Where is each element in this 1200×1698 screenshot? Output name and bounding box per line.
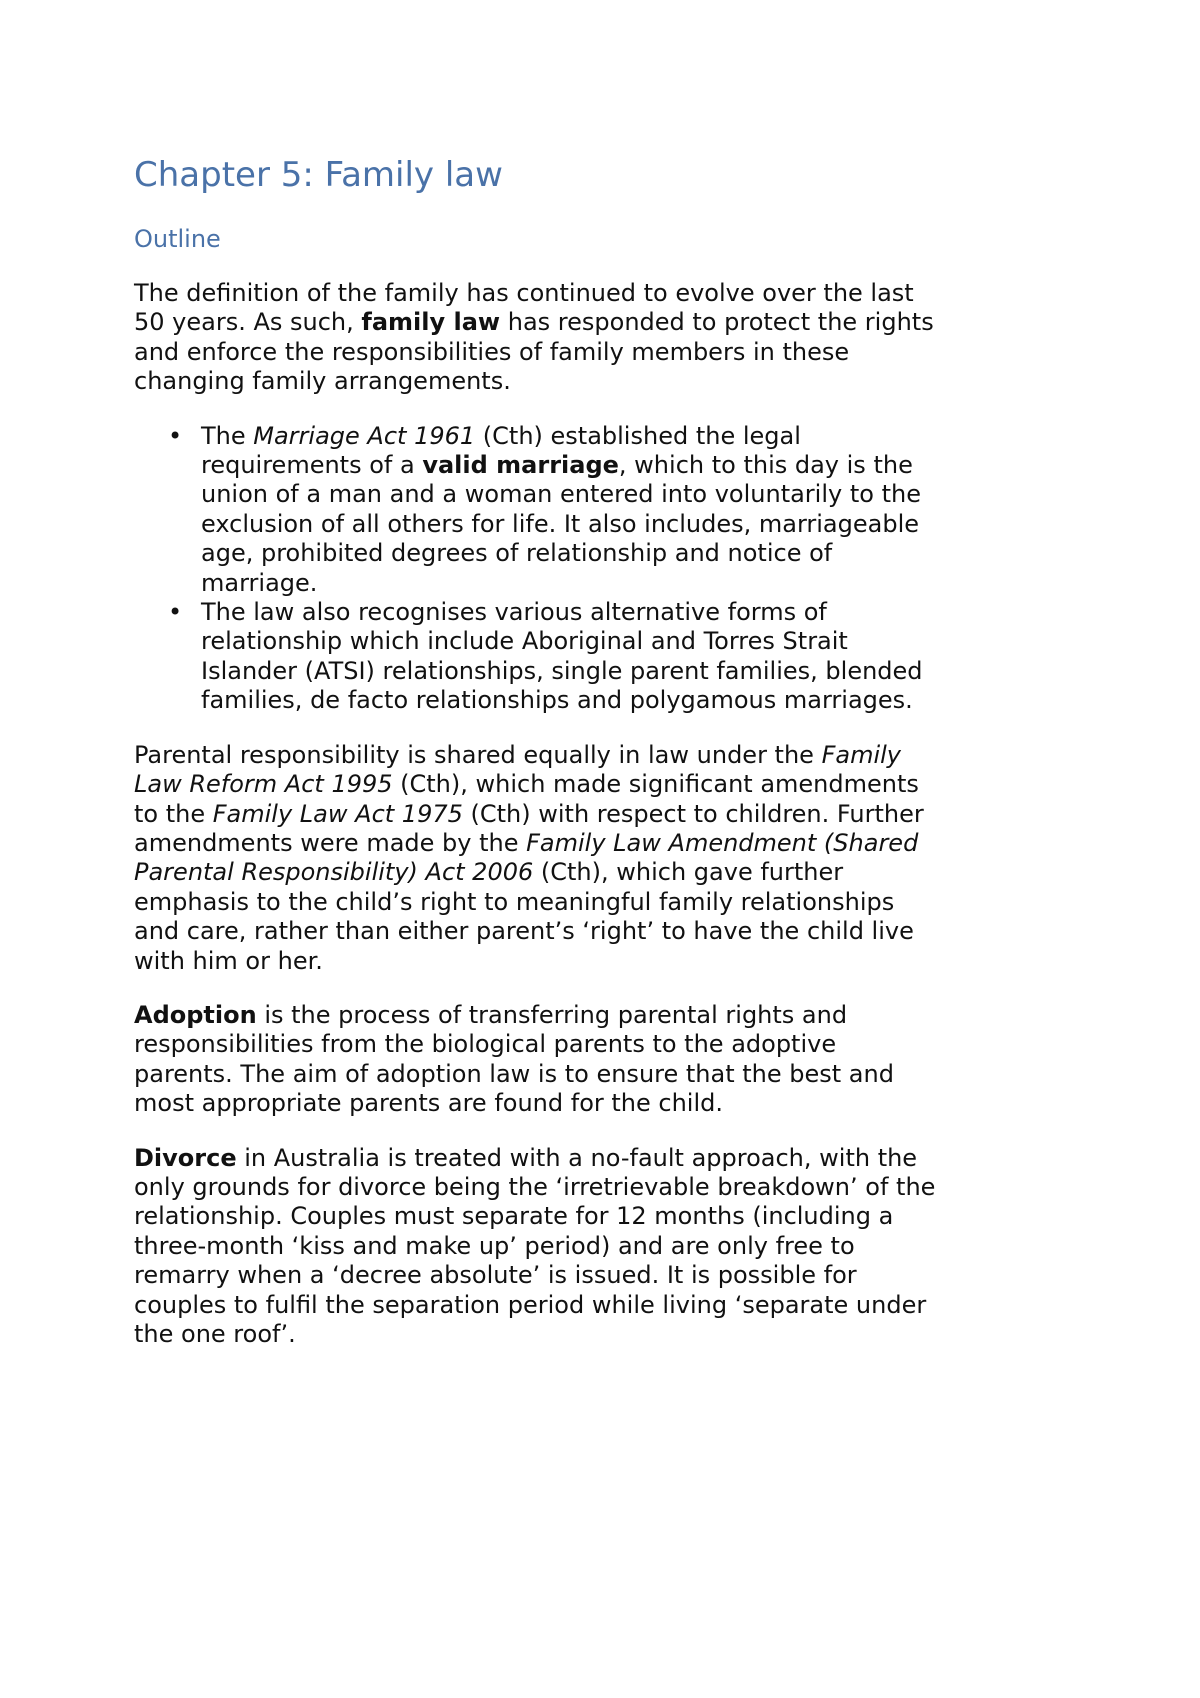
text-segment: marriage.: [201, 568, 318, 597]
text-segment: only grounds for divorce being the ‘irretrievable breakdown’ of the: [134, 1172, 936, 1201]
text-segment: (Cth) established the legal: [475, 421, 801, 450]
bullet-list: [134, 422, 1034, 716]
paragraph: [134, 741, 1034, 976]
text-segment: families, de facto relationships and polygamous marriages.: [201, 686, 913, 715]
text-line: [201, 539, 1034, 568]
text-line: [134, 829, 1034, 858]
text-line: [134, 1232, 1034, 1261]
text-segment: to the: [134, 799, 213, 828]
text-line: [134, 367, 1034, 396]
text-line: [201, 451, 1034, 480]
text-line: [134, 947, 1034, 976]
text-segment: has responded to protect the rights: [500, 308, 934, 337]
text-line: [134, 1320, 1034, 1349]
bold-term: Divorce: [134, 1143, 237, 1172]
text-segment: (Cth) with respect to children. Further: [462, 799, 924, 828]
text-line: [134, 917, 1034, 946]
text-line: [134, 1202, 1034, 1231]
italic-citation: Family: [821, 740, 902, 769]
text-line: [201, 657, 1034, 686]
text-segment: Parental responsibility is shared equally in law under the: [134, 740, 822, 769]
text-line: [201, 510, 1034, 539]
italic-citation: Family Law Amendment (Shared: [526, 828, 919, 857]
text-segment: , which to this day is the: [618, 451, 913, 480]
text-segment: and enforce the responsibilities of family members in these: [134, 337, 850, 366]
text-segment: three-month ‘kiss and make up’ period) and are only free to: [134, 1231, 855, 1260]
text-line: [134, 800, 1034, 829]
paragraph: [134, 1001, 1034, 1119]
text-segment: amendments were made by the: [134, 828, 527, 857]
text-segment: union of a man and a woman entered into voluntarily to the: [201, 480, 921, 509]
text-segment: emphasis to the child’s right to meaningful family relationships: [134, 887, 895, 916]
text-segment: with him or her.: [134, 946, 323, 975]
text-segment: in Australia is treated with a no-fault approach, with the: [236, 1143, 918, 1172]
text-segment: is the process of transferring parental rights and: [256, 1000, 848, 1029]
text-segment: (Cth), which gave further: [533, 858, 844, 887]
text-line: [134, 1030, 1034, 1059]
text-segment: couples to fulfil the separation period while living ‘separate under: [134, 1290, 927, 1319]
text-segment: exclusion of all others for life. It also includes, marriageable: [201, 509, 920, 538]
italic-citation: Parental Responsibility) Act 2006: [134, 858, 534, 887]
text-line: [134, 1291, 1034, 1320]
text-segment: age, prohibited degrees of relationship and notice of: [201, 539, 833, 568]
text-line: [201, 422, 1034, 451]
bullet-icon: •: [168, 421, 183, 450]
text-line: [134, 888, 1034, 917]
text-segment: responsibilities from the biological parents to the adoptive: [134, 1030, 837, 1059]
italic-citation: Marriage Act 1961: [253, 421, 476, 450]
text-line: [134, 308, 1034, 337]
text-line: [134, 741, 1034, 770]
section-heading: Outline: [134, 225, 221, 253]
text-segment: The law also recognises various alternative forms of: [201, 598, 827, 627]
text-segment: relationship. Couples must separate for 12 months (including a: [134, 1202, 894, 1231]
text-line: [201, 569, 1034, 598]
text-segment: remarry when a ‘decree absolute’ is issued. It is possible for: [134, 1261, 857, 1290]
list-item: [134, 598, 1034, 716]
text-segment: (Cth), which made significant amendments: [392, 770, 919, 799]
text-line: [134, 1261, 1034, 1290]
list-item: [134, 422, 1034, 598]
text-line: [134, 279, 1034, 308]
text-line: [201, 686, 1034, 715]
bold-term: family law: [361, 308, 501, 337]
text-line: [134, 338, 1034, 367]
text-segment: 50 years. As such,: [134, 308, 362, 337]
text-segment: requirements of a: [201, 451, 423, 480]
text-line: [201, 627, 1034, 656]
text-line: [134, 1173, 1034, 1202]
text-segment: relationship which include Aboriginal and Torres Strait: [201, 627, 848, 656]
text-segment: and care, rather than either parent’s ‘right’ to have the child live: [134, 917, 914, 946]
text-segment: the one roof’.: [134, 1320, 296, 1348]
italic-citation: Family Law Act 1975: [212, 799, 463, 828]
text-line: [201, 598, 1034, 627]
bold-term: Adoption: [134, 1000, 257, 1029]
text-line: [134, 1089, 1034, 1118]
text-segment: changing family arrangements.: [134, 367, 511, 396]
text-line: [134, 858, 1034, 887]
chapter-title: Chapter 5: Family law: [134, 155, 503, 195]
text-segment: most appropriate parents are found for the child.: [134, 1089, 723, 1118]
text-segment: The: [201, 421, 254, 450]
text-segment: parents. The aim of adoption law is to ensure that the best and: [134, 1059, 894, 1088]
italic-citation: Law Reform Act 1995: [134, 770, 393, 799]
text-line: [201, 480, 1034, 509]
text-segment: Islander (ATSI) relationships, single parent families, blended: [201, 656, 923, 685]
text-line: [134, 1144, 1034, 1173]
document-body: [134, 279, 1034, 1374]
text-segment: The definition of the family has continued to evolve over the last: [134, 279, 914, 307]
bold-term: valid marriage: [422, 451, 619, 480]
paragraph: [134, 1144, 1034, 1350]
paragraph: [134, 279, 1034, 397]
text-line: [134, 770, 1034, 799]
text-line: [134, 1001, 1034, 1030]
bullet-icon: •: [168, 598, 183, 627]
text-line: [134, 1060, 1034, 1089]
